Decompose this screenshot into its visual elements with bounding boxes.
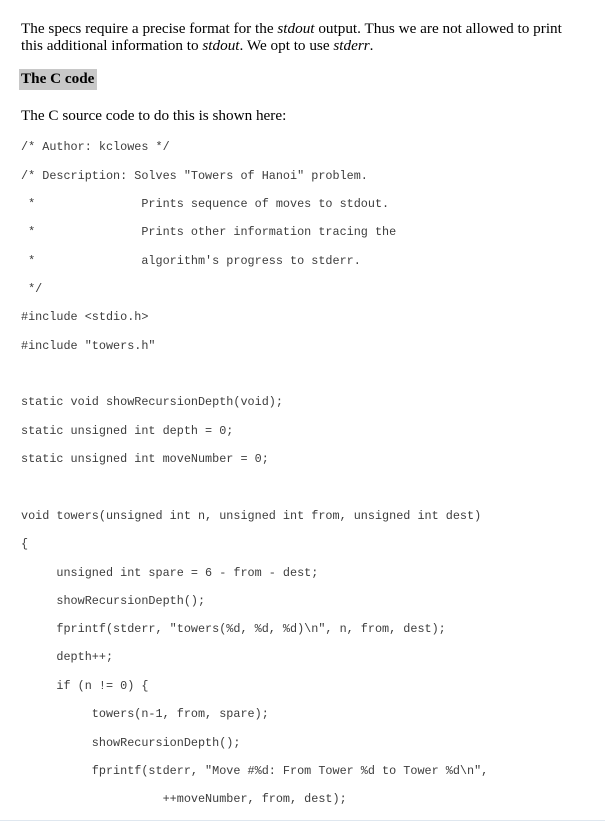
- code-line: depth++;: [21, 650, 114, 664]
- section-heading: The C code: [19, 69, 97, 90]
- intro-text-4: .: [369, 37, 374, 54]
- intro-stdout-1: stdout: [277, 20, 315, 37]
- code-line: towers(n-1, from, spare);: [21, 707, 269, 721]
- intro-text-3: . We opt to use: [239, 37, 334, 54]
- code-line: unsigned int spare = 6 - from - dest;: [21, 566, 319, 580]
- code-line: void towers(unsigned int n, unsigned int from, unsigned int dest): [21, 509, 482, 523]
- code-line: fprintf(stderr, "towers(%d, %d, %d)\n", n, from, dest);: [21, 622, 446, 636]
- code-line: static unsigned int moveNumber = 0;: [21, 452, 269, 466]
- code-line: if (n != 0) {: [21, 679, 149, 693]
- code-line: * Prints other information tracing the: [21, 225, 397, 239]
- code-line: * algorithm's progress to stderr.: [21, 254, 361, 268]
- intro-text-2: output. Thus we are not allowed to print this additional information to: [21, 20, 562, 54]
- code-line: static unsigned int depth = 0;: [21, 424, 234, 438]
- intro-paragraph: [21, 20, 581, 54]
- code-line: ++moveNumber, from, dest);: [21, 792, 347, 806]
- code-line: fprintf(stderr, "Move #%d: From Tower %d to Tower %d\n",: [21, 764, 489, 778]
- code-line: #include <stdio.h>: [21, 310, 149, 324]
- code-line: */: [21, 282, 43, 296]
- code-line: /* Description: Solves "Towers of Hanoi" problem.: [21, 169, 368, 183]
- code-line: static void showRecursionDepth(void);: [21, 395, 283, 409]
- code-line: showRecursionDepth();: [21, 736, 241, 750]
- source-intro-text: The C source code to do this is shown here:: [21, 107, 287, 124]
- code-line: /* Author: kclowes */: [21, 140, 170, 154]
- intro-text-1: The specs require a precise format for the: [21, 20, 278, 37]
- code-line: * Prints sequence of moves to stdout.: [21, 197, 390, 211]
- code-line: showRecursionDepth();: [21, 594, 206, 608]
- page-bottom-border: [0, 820, 605, 821]
- intro-stdout-2: stdout: [202, 37, 240, 54]
- code-line: {: [21, 537, 29, 551]
- intro-stderr: stderr: [333, 37, 370, 54]
- code-line: #include "towers.h": [21, 339, 156, 353]
